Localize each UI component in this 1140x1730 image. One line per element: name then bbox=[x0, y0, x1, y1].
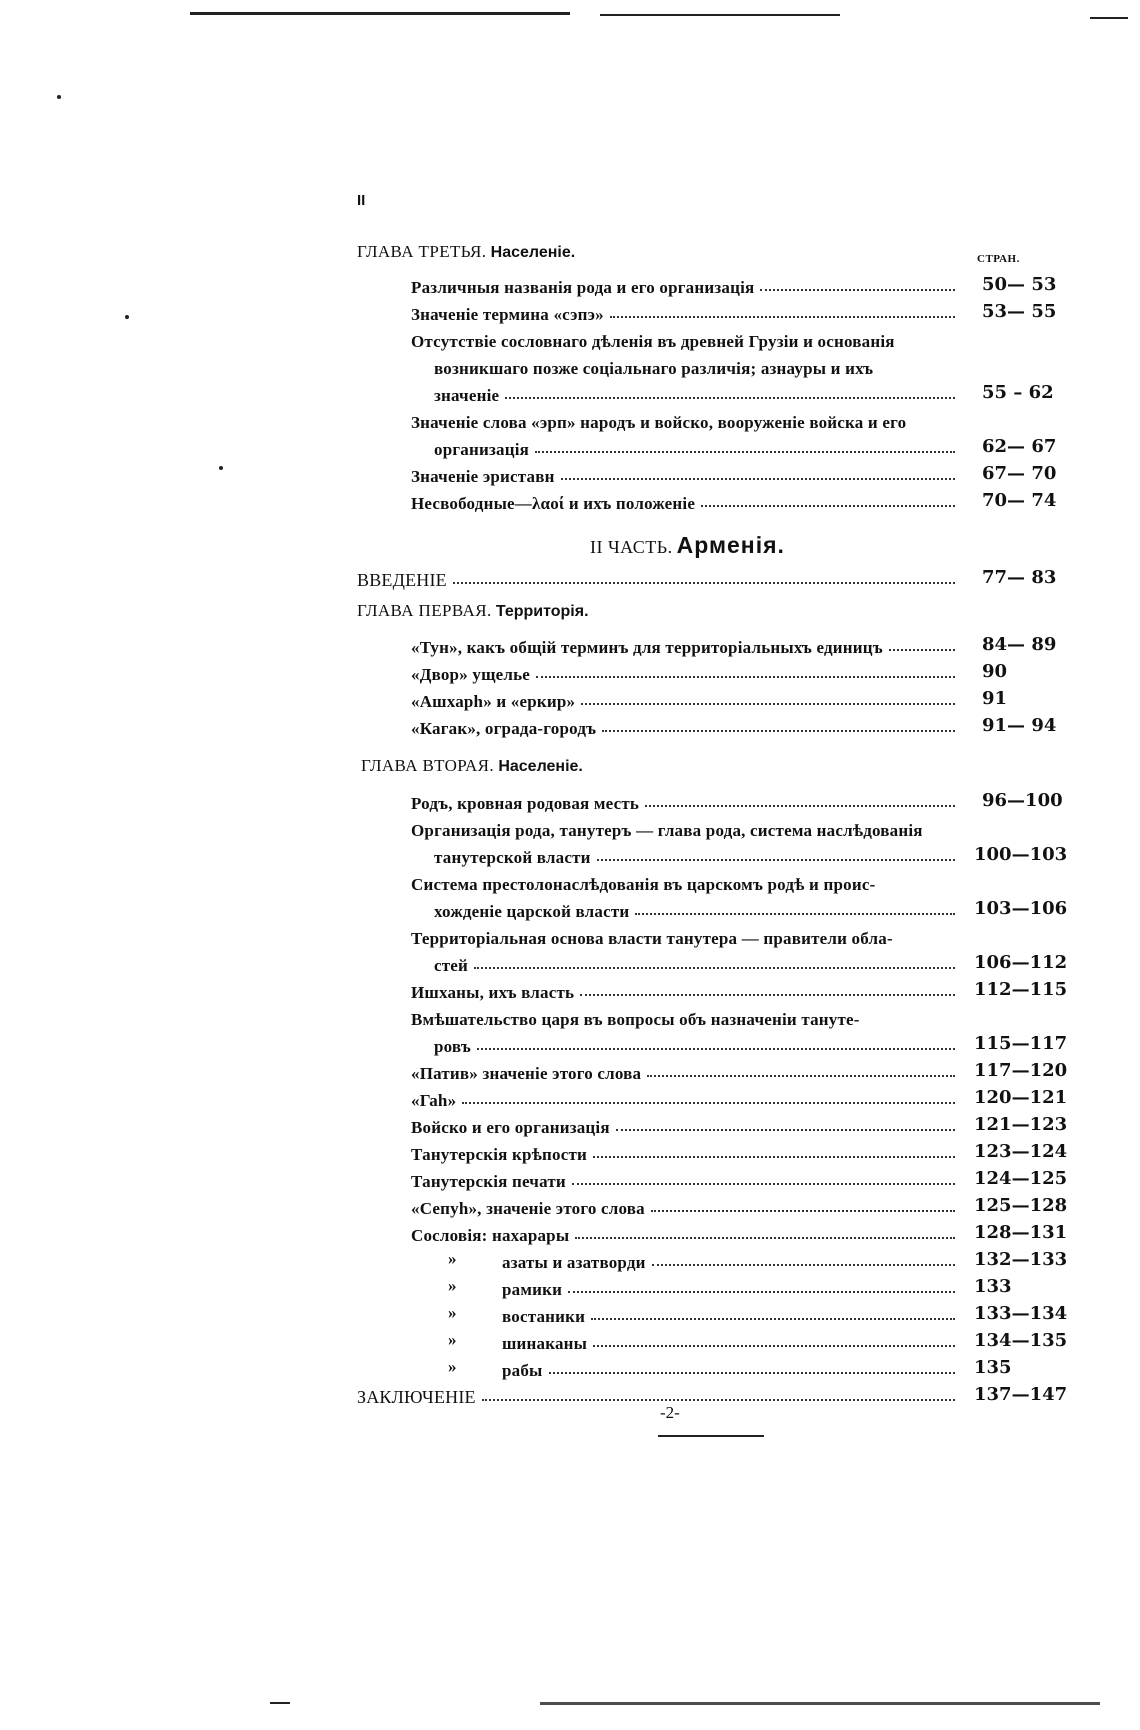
toc-entry: Сословія: нахарары bbox=[411, 1219, 963, 1246]
chapter3-heading bbox=[357, 242, 575, 262]
toc-page: 132—133 bbox=[974, 1249, 1068, 1270]
toc-page: 117—120 bbox=[974, 1060, 1068, 1081]
ditto-mark: » bbox=[448, 1303, 457, 1322]
toc-entry: Войско и его организація bbox=[411, 1111, 963, 1138]
chapter2-label: ГЛАВА ВТОРАЯ. bbox=[361, 756, 495, 775]
toc-page: 124—125 bbox=[974, 1168, 1068, 1189]
toc-entry: «Гаh» bbox=[411, 1084, 963, 1111]
toc-page: 84— 89 bbox=[982, 634, 1057, 655]
toc-entry: Ишханы, ихъ власть bbox=[411, 976, 963, 1003]
toc-entry-continuation: возникшаго позже соціальнаго различія; азнауры и ихъ bbox=[434, 359, 874, 378]
toc-entry: Значеніе эриставн bbox=[411, 460, 963, 487]
toc-page: 120—121 bbox=[974, 1087, 1068, 1108]
part-title: Арменія. bbox=[676, 532, 785, 558]
scan-speck bbox=[219, 466, 223, 470]
ditto-mark: » bbox=[448, 1249, 457, 1268]
toc-page: 96—100 bbox=[982, 790, 1063, 811]
toc-page: 133 bbox=[974, 1276, 1012, 1297]
toc-page: 91 bbox=[982, 688, 1008, 709]
toc-sub-entry: рабы bbox=[502, 1354, 963, 1381]
page-number: II bbox=[357, 192, 366, 209]
toc-entry: «Кагак», ограда-городъ bbox=[411, 712, 963, 739]
toc-page: 100—103 bbox=[974, 844, 1068, 865]
toc-entry: Отсутствіе сословнаго дѣленія въ древней Грузіи и основанія bbox=[411, 332, 895, 351]
toc-entry: «Двор» ущелье bbox=[411, 658, 963, 685]
toc-entry: Танутерскія крѣпости bbox=[411, 1138, 963, 1165]
toc-page: 133—134 bbox=[974, 1303, 1068, 1324]
scan-speck bbox=[57, 95, 61, 99]
toc-entry: «Ашхарh» и «еркир» bbox=[411, 685, 963, 712]
toc-page: 67— 70 bbox=[982, 463, 1057, 484]
toc-entry: Несвободные—λαοί и ихъ положеніе bbox=[411, 487, 963, 514]
toc-entry: Система престолонаслѣдованія въ царскомъ родѣ и проис- bbox=[411, 875, 876, 894]
toc-page: 137—147 bbox=[974, 1384, 1068, 1405]
toc-entry: Организація рода, танутеръ — глава рода, система наслѣдованія bbox=[411, 821, 923, 840]
toc-page: 123—124 bbox=[974, 1141, 1068, 1162]
toc-entry: «Тун», какъ общій терминъ для территоріальныхъ единицъ bbox=[411, 631, 963, 658]
chapter1-label: ГЛАВА ПЕРВАЯ. bbox=[357, 601, 492, 620]
toc-entry-continuation: танутерской власти bbox=[434, 841, 963, 868]
toc-entry-continuation: значеніе bbox=[434, 379, 963, 406]
scan-artifact-bottom-left bbox=[270, 1702, 290, 1704]
toc-entry: «Патив» значеніе этого слова bbox=[411, 1057, 963, 1084]
toc-page: 106—112 bbox=[974, 952, 1068, 973]
chapter2-title: Населеніе. bbox=[498, 758, 583, 775]
toc-page: 91— 94 bbox=[982, 715, 1057, 736]
toc-sub-entry: азаты и азатворди bbox=[502, 1246, 963, 1273]
toc-page: 70— 74 bbox=[982, 490, 1057, 511]
part-heading bbox=[590, 532, 785, 559]
toc-page: 125—128 bbox=[974, 1195, 1068, 1216]
ditto-mark: » bbox=[448, 1357, 457, 1376]
toc-entry: Родъ, кровная родовая месть bbox=[411, 787, 963, 814]
toc-page: 53— 55 bbox=[982, 301, 1057, 322]
toc-page: 77— 83 bbox=[982, 567, 1057, 588]
scan-artifact-top-right bbox=[1090, 17, 1128, 19]
ditto-mark: » bbox=[448, 1276, 457, 1295]
toc-sub-entry: шинаканы bbox=[502, 1327, 963, 1354]
toc-page: 90 bbox=[982, 661, 1008, 682]
toc-entry: «Сепуh», значеніе этого слова bbox=[411, 1192, 963, 1219]
footer-mark: -2- bbox=[660, 1403, 680, 1422]
part-label: II ЧАСТЬ. bbox=[590, 537, 673, 557]
toc-page: 134—135 bbox=[974, 1330, 1068, 1351]
chapter1-title: Территорія. bbox=[495, 603, 589, 620]
toc-page: 103—106 bbox=[974, 898, 1068, 919]
toc-entry: Значеніе термина «сэпэ» bbox=[411, 298, 963, 325]
pages-column-header: СТРАН. bbox=[977, 253, 1020, 265]
toc-page: 115—117 bbox=[974, 1033, 1068, 1054]
toc-page: 112—115 bbox=[974, 979, 1068, 1000]
toc-entry: Танутерскія печати bbox=[411, 1165, 963, 1192]
scan-artifact-top-bar-2 bbox=[600, 14, 840, 16]
toc-entry-conclusion: ЗАКЛЮЧЕНІЕ bbox=[357, 1381, 963, 1408]
toc-page: 62— 67 bbox=[982, 436, 1057, 457]
chapter3-title: Населеніе. bbox=[490, 244, 576, 261]
toc-entry-continuation: хожденіе царской власти bbox=[434, 895, 963, 922]
footer-rule bbox=[658, 1435, 764, 1437]
toc-page: 121—123 bbox=[974, 1114, 1068, 1135]
toc-page: 55 – 62 bbox=[982, 382, 1054, 403]
ditto-mark: » bbox=[448, 1330, 457, 1349]
toc-entry: Территоріальная основа власти танутера — правители обла- bbox=[411, 929, 893, 948]
toc-entry-continuation: ровъ bbox=[434, 1030, 963, 1057]
toc-sub-entry: рамики bbox=[502, 1273, 963, 1300]
toc-entry-continuation: стей bbox=[434, 949, 963, 976]
toc-page: 135 bbox=[974, 1357, 1012, 1378]
chapter2-heading bbox=[361, 756, 583, 776]
toc-page: 128—131 bbox=[974, 1222, 1068, 1243]
scan-artifact-bottom-bar bbox=[540, 1702, 1100, 1705]
toc-entry-continuation: организація bbox=[434, 433, 963, 460]
toc-page: 50— 53 bbox=[982, 274, 1057, 295]
toc-entry: Вмѣшательство царя въ вопросы объ назначеніи танутe- bbox=[411, 1010, 860, 1029]
toc-entry: Значеніе слова «эрп» народъ и войско, вооруженіе войска и его bbox=[411, 413, 907, 432]
toc-sub-entry: востаники bbox=[502, 1300, 963, 1327]
toc-entry: Различныя названія рода и его организація bbox=[411, 271, 963, 298]
chapter3-label: ГЛАВА ТРЕТЬЯ. bbox=[357, 242, 487, 261]
scan-artifact-top-bar bbox=[190, 12, 570, 15]
toc-entry-introduction: ВВЕДЕНІЕ bbox=[357, 564, 963, 591]
chapter1-heading bbox=[357, 601, 589, 621]
scan-speck bbox=[125, 315, 129, 319]
